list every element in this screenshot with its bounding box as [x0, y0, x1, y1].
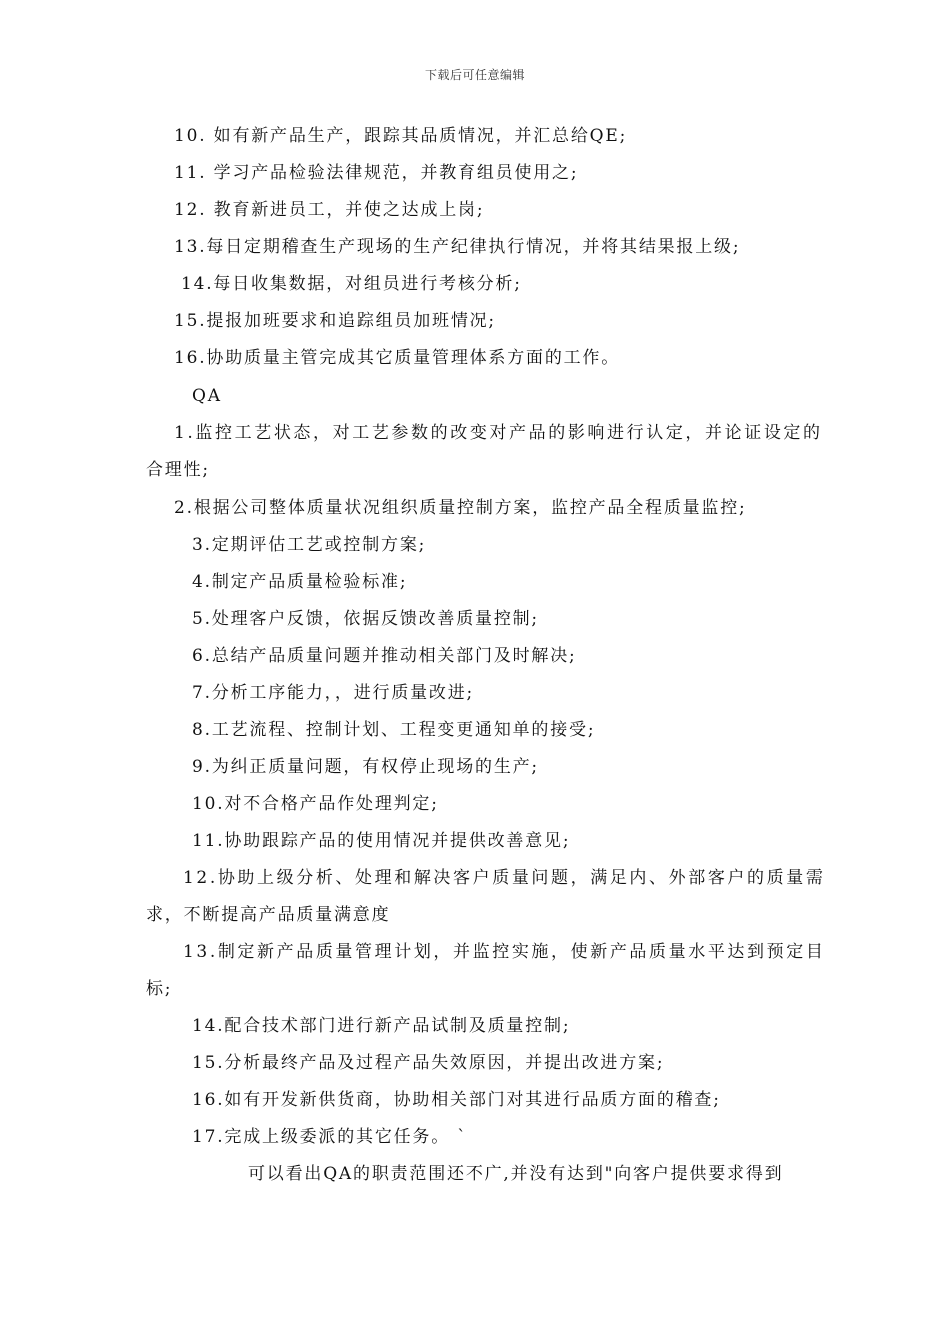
qa-duty-6: 6.总结产品质量问题并推动相关部门及时解决; — [192, 646, 577, 666]
page-header: 下载后可任意编辑 — [424, 68, 525, 82]
qa-duty-15: 15.分析最终产品及过程产品失效原因，并提出改进方案; — [192, 1053, 665, 1073]
qa-section-heading: QA — [192, 386, 222, 406]
qa-duty-12-cont: 求，不断提高产品质量满意度 — [146, 905, 391, 925]
summary-paragraph: 可以看出QA的职责范围还不广,并没有达到"向客户提供要求得到 — [248, 1164, 784, 1184]
qa-duty-16: 16.如有开发新供货商，协助相关部门对其进行品质方面的稽查; — [192, 1090, 721, 1110]
duty-line-15: 15.提报加班要求和追踪组员加班情况; — [174, 311, 496, 331]
qa-duty-7: 7.分析工序能力，，进行质量改进; — [192, 683, 475, 703]
duty-line-14: 14.每日收集数据，对组员进行考核分析; — [181, 274, 522, 294]
duty-line-11: 11. 学习产品检验法律规范，并教育组员使用之; — [174, 163, 579, 183]
qa-duty-4: 4.制定产品质量检验标准; — [192, 572, 408, 592]
qa-duty-13-cont: 标; — [146, 979, 173, 999]
qa-duty-11: 11.协助跟踪产品的使用情况并提供改善意见; — [192, 831, 571, 851]
duty-line-12: 12. 教育新进员工，并使之达成上岗; — [174, 200, 485, 220]
duty-line-10: 10. 如有新产品生产，跟踪其品质情况，并汇总给QE; — [174, 126, 628, 146]
qa-duty-10: 10.对不合格产品作处理判定; — [192, 794, 439, 814]
qa-duty-1-cont: 合理性; — [146, 460, 210, 480]
qa-duty-8: 8.工艺流程、控制计划、工程变更通知单的接受; — [192, 720, 596, 740]
qa-duty-2: 2.根据公司整体质量状况组织质量控制方案，监控产品全程质量监控; — [174, 498, 747, 518]
duty-line-13: 13.每日定期稽查生产现场的生产纪律执行情况，并将其结果报上级; — [174, 237, 741, 257]
qa-duty-14: 14.配合技术部门进行新产品试制及质量控制; — [192, 1016, 571, 1036]
qa-duty-1: 1.监控工艺状态，对工艺参数的改变对产品的影响进行认定，并论证设定的 — [174, 423, 823, 443]
qa-duty-5: 5.处理客户反馈，依据反馈改善质量控制; — [192, 609, 539, 629]
qa-duty-9: 9.为纠正质量问题，有权停止现场的生产; — [192, 757, 539, 777]
qa-duty-3: 3.定期评估工艺或控制方案; — [192, 535, 427, 555]
qa-duty-13: 13.制定新产品质量管理计划，并监控实施，使新产品质量水平达到预定目 — [183, 942, 826, 962]
duty-line-16: 16.协助质量主管完成其它质量管理体系方面的工作。 — [174, 348, 621, 368]
qa-duty-12: 12.协助上级分析、处理和解决客户质量问题，满足内、外部客户的质量需 — [183, 868, 826, 888]
qa-duty-17: 17.完成上级委派的其它任务。 ` — [192, 1127, 468, 1147]
